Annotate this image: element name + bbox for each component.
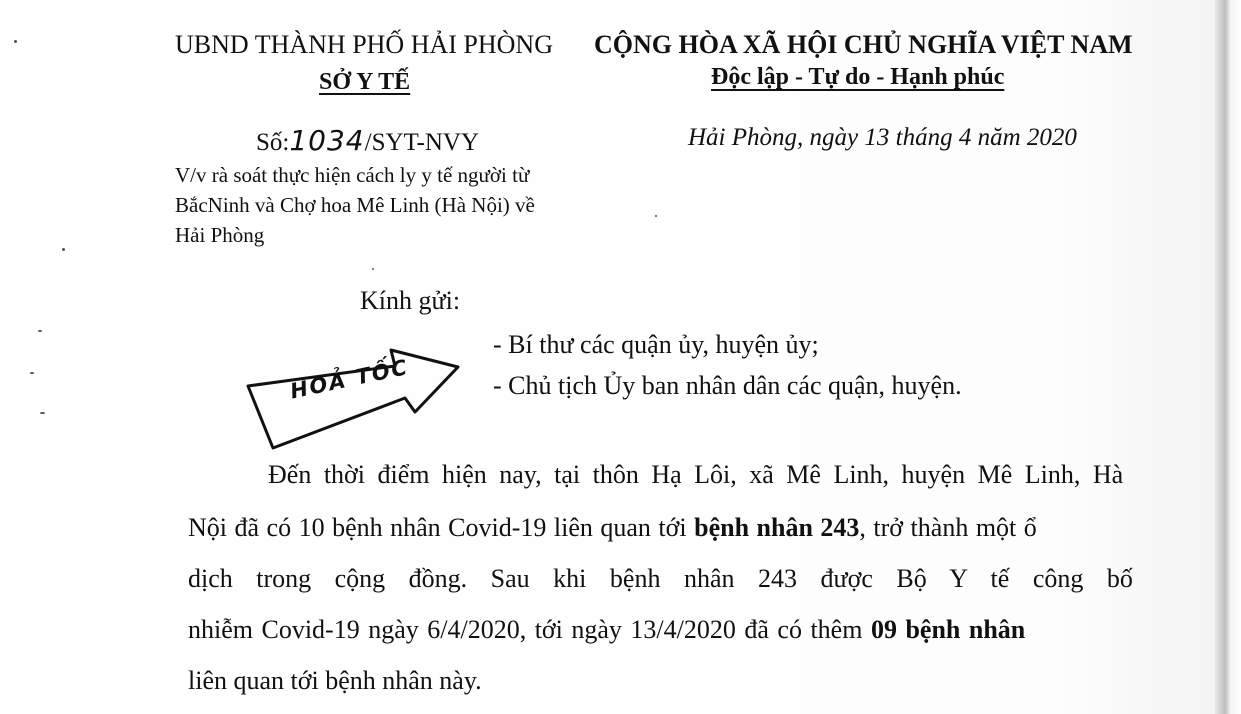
subject-line: V/v rà soát thực hiện cách ly y tế người từ [175,163,530,187]
scan-speck [30,372,34,374]
document-number-prefix: Số: [256,129,290,156]
greeting: Kính gửi: [360,286,461,315]
issuing-authority: UBND THÀNH PHỐ HẢI PHÒNG [175,30,553,59]
recipient-item: - Chủ tịch Ủy ban nhân dân các quận, huyện. [493,371,962,400]
dateline: Hải Phòng, ngày 13 tháng 4 năm 2020 [688,124,1077,151]
scan-speck [38,330,42,332]
subject-line: Hải Phòng [175,223,265,247]
recipient-item: - Bí thư các quận ủy, huyện ủy; [493,330,819,359]
body-line [188,513,1037,543]
body-line: dịch trong cộng đồng. Sau khi bệnh nhân 243 được Bộ Y tế công bố [188,564,1133,593]
scan-speck [655,215,657,217]
body-text: Nội đã có 10 bệnh nhân Covid-19 liên quan tới [188,513,695,542]
body-text: , trở thành một ổ [859,513,1037,542]
body-text: nhiễm Covid-19 ngày 6/4/2020, tới ngày 13/4/2020 đã có thêm [188,615,871,644]
scan-speck [40,412,45,414]
document-number-suffix: /SYT-NVY [364,129,479,156]
document-number-handwritten: 1034 [289,124,365,157]
body-line [188,615,1025,645]
urgent-stamp-text: HOẢ TỐC [288,354,411,404]
body-emphasis: bệnh nhân 243 [694,513,860,542]
body-line: Đến thời điểm hiện nay, tại thôn Hạ Lôi, xã Mê Linh, huyện Mê Linh, Hà [268,460,1124,489]
national-title: CỘNG HÒA XÃ HỘI CHỦ NGHĨA VIỆT NAM [594,30,1133,59]
urgent-stamp-arrow [245,344,465,456]
issuing-department: SỞ Y TẾ [319,69,411,95]
subject-block [175,160,575,250]
national-motto: Độc lập - Tự do - Hạnh phúc [711,64,1005,90]
body-line: liên quan tới bệnh nhân này. [188,666,482,695]
scan-speck [14,40,17,43]
scan-speck [62,248,65,251]
subject-line: BắcNinh và Chợ hoa Mê Linh (Hà Nội) về [175,193,535,217]
page-edge-shadow [1215,0,1241,714]
document-number [256,124,479,157]
body-emphasis: 09 bệnh nhân [870,615,1026,644]
scan-speck [372,268,374,270]
